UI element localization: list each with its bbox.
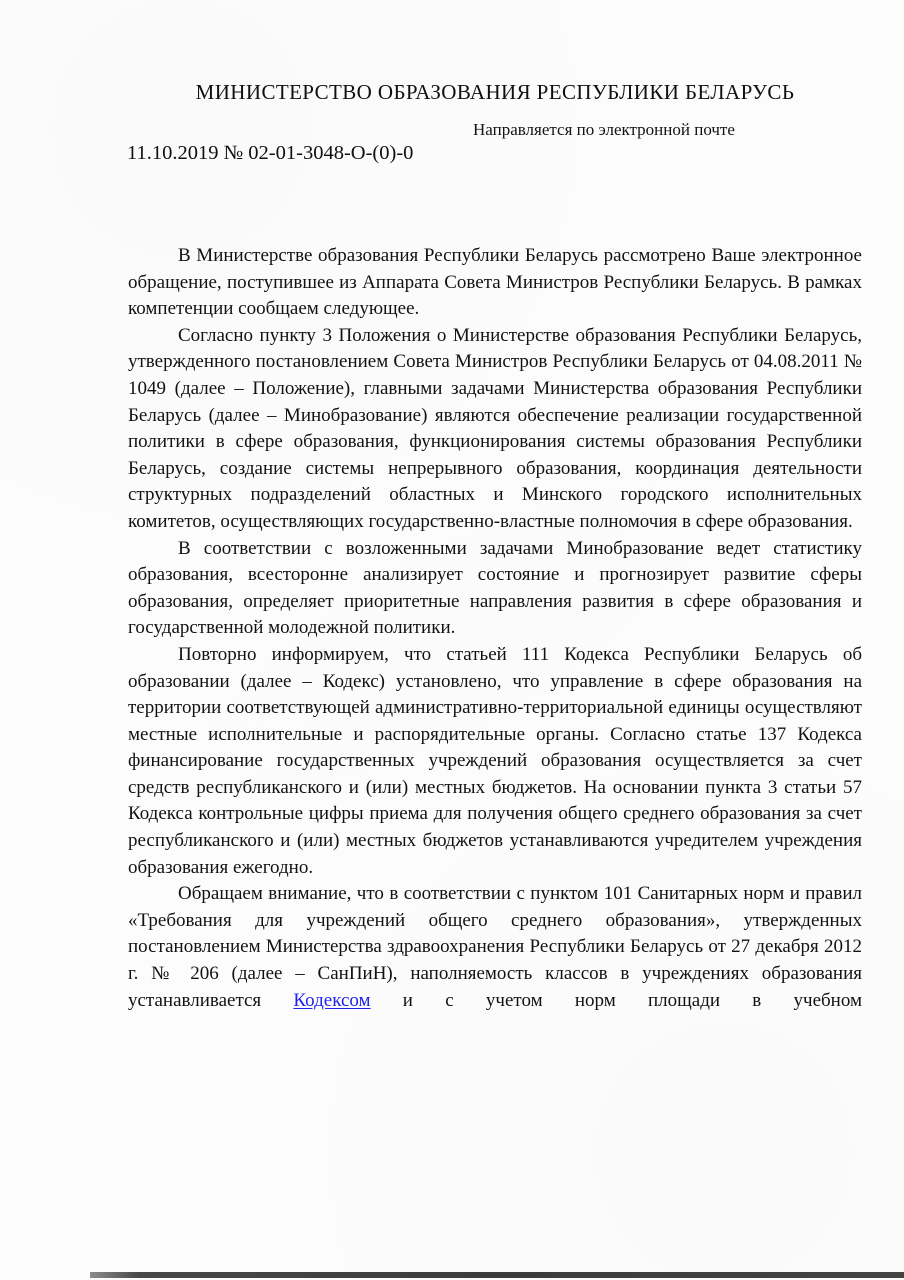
kodeks-link[interactable]: Кодексом [293,989,371,1011]
document-date-number: 11.10.2019 № 02-01-3048-О-(0)-0 [127,142,414,164]
body-paragraph: Повторно информируем, что статьей 111 Кодекса Республики Беларусь об образовании (далее – Кодекс) установлено, что управление в сфере образования на территории соответствующей административно-территориальной единицы осуществляют местные исполнительные и распорядительные органы. Согласно статье 137 Кодекса финансирование государственных учреждений образования осуществляется за счет средств республиканского и (или) местных бюджетов. На основании пункта 3 статьи 57 Кодекса контрольные цифры приема для получения общего среднего образования за счет республиканского и (или) местных бюджетов устанавливаются учредителем учреждения образования ежегодно. [128,643,862,878]
delivery-method-note: Направляется по электронной почте [473,120,735,139]
document-title: МИНИСТЕРСТВО ОБРАЗОВАНИЯ РЕСПУБЛИКИ БЕЛАРУСЬ [195,80,795,104]
paragraph-text-before-link: Обращаем внимание, что в соответствии с пунктом 101 Санитарных норм и правил «Требования для учреждений общего среднего образования», утвержденных постановлением Министерства здравоохранения Республики Беларусь от 27 декабря 2012 г. № 206 (далее – СанПиН), наполняемость классов в учреждениях образования устанавливается [128,883,862,1011]
body-paragraph: В соответствии с возложенными задачами Минобразование ведет статистику образования, всесторонне анализирует состояние и прогнозирует развитие сферы образования, определяет приоритетные направления развития в сфере образования и государственной молодежной политики. [128,537,862,639]
body-paragraph [128,881,862,1014]
scan-artifact-bar [90,1272,904,1278]
body-paragraph: В Министерстве образования Республики Беларусь рассмотрено Ваше электронное обращение, поступившее из Аппарата Совета Министров Республики Беларусь. В рамках компетенции сообщаем следующее. [128,245,862,320]
letter-body [128,243,862,1014]
body-paragraph: Согласно пункту 3 Положения о Министерстве образования Республики Беларусь, утвержденного постановлением Совета Министров Республики Беларусь от 04.08.2011 № 1049 (далее – Положение), главными задачами Министерства образования Республики Беларусь (далее – Минобразование) являются обеспечение реализации государственной политики в сфере образования, функционирования системы образования Республики Беларусь, создание системы непрерывного образования, координация деятельности структурных подразделений областных и Минского городского исполнительных комитетов, осуществляющих государственно-властные полномочия в сфере образования. [128,324,862,532]
paragraph-text-after-link: и с учетом норм площади в учебном [370,989,862,1011]
